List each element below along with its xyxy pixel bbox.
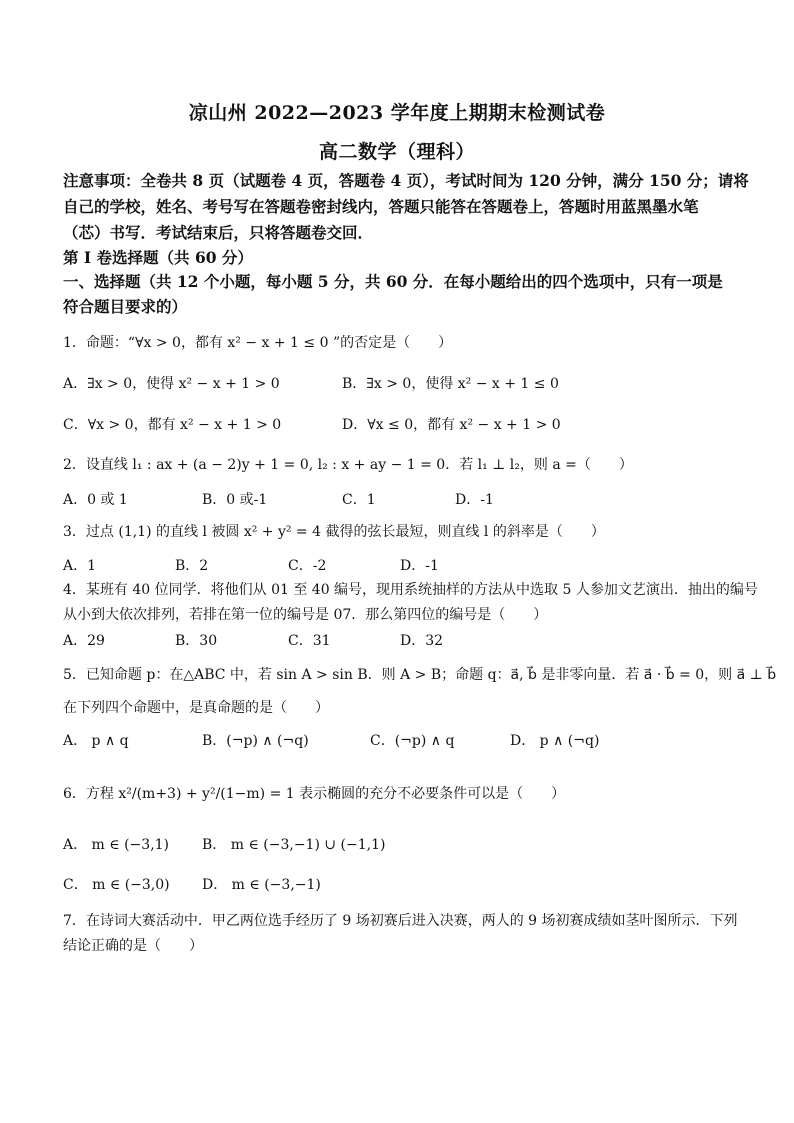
question-1-option-d: D．∀x ≤ 0，都有 x² − x + 1 > 0 — [342, 417, 561, 433]
question-4-option-a: A．29 — [63, 633, 105, 649]
notice-line-3: （芯）书写．考试结束后，只将答题卷交回． — [63, 223, 374, 242]
question-5-option-c: C．(¬p) ∧ q — [370, 733, 455, 749]
question-2-stem: 2．设直线 l₁ : ax + (a − 2)y + 1 = 0, l₂ : x + ay − 1 = 0．若 l₁ ⊥ l₂，则 a =（ ） — [63, 457, 633, 473]
exam-title: 凉山州 2022—2023 学年度上期期末检测试卷 — [188, 102, 606, 124]
question-6-option-b: B． m ∈ (−3,−1) ∪ (−1,1) — [202, 837, 386, 853]
question-4-option-b: B．30 — [175, 633, 218, 649]
question-1-option-a: A．∃x > 0，使得 x² − x + 1 > 0 — [63, 376, 280, 392]
question-5-stem-line-1: 5．已知命题 p：在△ABC 中，若 sin A > sin B．则 A > B；命题 q：a⃗, b⃗ 是非零向量．若 a⃗ · b⃗ = 0，则 a⃗ ⊥ b⃗ — [63, 667, 777, 683]
question-5-option-a: A． p ∧ q — [63, 733, 129, 749]
question-1-option-b: B．∃x > 0，使得 x² − x + 1 ≤ 0 — [342, 376, 559, 392]
question-2-option-b: B．0 或-1 — [202, 492, 268, 508]
question-3-option-c: C．-2 — [288, 558, 327, 574]
question-7-stem-line-1: 7．在诗词大赛活动中．甲乙两位选手经历了 9 场初赛后进入决赛，两人的 9 场初赛成绩如茎叶图所示．下列 — [63, 913, 738, 929]
volume-heading: 第 I 卷选择题（共 60 分） — [63, 248, 253, 267]
question-5-option-d: D． p ∧ (¬q) — [510, 733, 600, 749]
question-6-option-d: D． m ∈ (−3,−1) — [202, 877, 321, 893]
part-heading-line-1: 一、选择题（共 12 个小题，每小题 5 分，共 60 分．在每小题给出的四个选项中，只有一项是 — [63, 272, 723, 291]
question-3-stem: 3．过点 (1,1) 的直线 l 被圆 x² + y² = 4 截得的弦长最短，则直线 l 的斜率是（ ） — [63, 524, 605, 540]
question-5-option-b: B．(¬p) ∧ (¬q) — [202, 733, 309, 749]
question-5-stem-line-2: 在下列四个命题中，是真命题的是（ ） — [63, 700, 329, 716]
question-4-option-c: C．31 — [288, 633, 331, 649]
question-6-stem: 6．方程 x²/(m+3) + y²/(1−m) = 1 表示椭圆的充分不必要条件可以是（ ） — [63, 786, 566, 802]
question-4-option-d: D．32 — [400, 633, 444, 649]
question-7-stem-line-2: 结论正确的是（ ） — [63, 938, 203, 954]
question-4-stem-line-2: 从小到大依次排列，若排在第一位的编号是 07．那么第四位的编号是（ ） — [63, 607, 548, 623]
notice-line-2: 自己的学校，姓名、考号写在答题卷密封线内，答题只能答在答题卷上，答题时用蓝黑墨水笔 — [63, 197, 699, 216]
question-1-stem: 1．命题：“∀x > 0，都有 x² − x + 1 ≤ 0 ”的否定是（ ） — [63, 335, 453, 351]
question-2-option-a: A．0 或 1 — [63, 492, 128, 508]
question-1-option-c: C．∀x > 0，都有 x² − x + 1 > 0 — [63, 417, 282, 433]
notice-line-1: 注意事项：全卷共 8 页（试题卷 4 页，答题卷 4 页），考试时间为 120 分钟，满分 150 分；请将 — [63, 171, 749, 190]
question-2-option-d: D．-1 — [455, 492, 494, 508]
question-6-option-c: C． m ∈ (−3,0) — [63, 877, 170, 893]
part-heading-line-2: 符合题目要求的） — [63, 297, 188, 316]
question-2-option-c: C．1 — [342, 492, 376, 508]
exam-subtitle: 高二数学（理科） — [318, 141, 475, 163]
question-3-option-b: B．2 — [175, 558, 209, 574]
question-6-option-a: A． m ∈ (−3,1) — [63, 837, 170, 853]
question-3-option-d: D．-1 — [400, 558, 439, 574]
question-3-option-a: A．1 — [63, 558, 97, 574]
question-4-stem-line-1: 4．某班有 40 位同学．将他们从 01 至 40 编号，现用系统抽样的方法从中选取 5 人参加文艺演出．抽出的编号 — [63, 582, 758, 598]
